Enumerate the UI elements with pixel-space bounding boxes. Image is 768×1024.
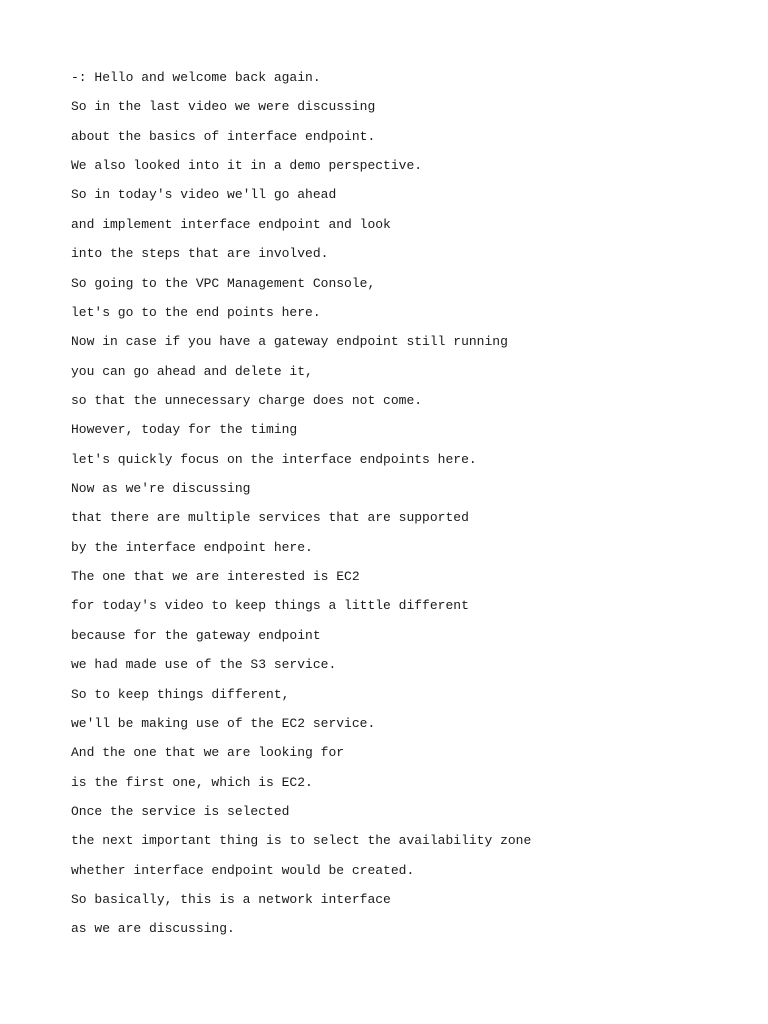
transcript-line: by the interface endpoint here.: [71, 539, 313, 555]
transcript-line: Now in case if you have a gateway endpoint still running: [71, 334, 508, 350]
transcript-line: So in the last video we were discussing: [71, 99, 376, 115]
transcript-line: so that the unnecessary charge does not come.: [71, 392, 423, 408]
transcript-line: We also looked into it in a demo perspective.: [71, 158, 423, 174]
transcript-line: let's go to the end points here.: [71, 304, 321, 320]
transcript-text: [71, 70, 731, 951]
transcript-line: So going to the VPC Management Console,: [71, 275, 376, 291]
transcript-line: However, today for the timing: [71, 422, 298, 438]
transcript-line: we had made use of the S3 service.: [71, 657, 337, 673]
transcript-line: that there are multiple services that are supported: [71, 510, 469, 526]
transcript-line: The one that we are interested is EC2: [71, 569, 360, 585]
transcript-line: let's quickly focus on the interface endpoints here.: [71, 451, 477, 467]
transcript-line: is the first one, which is EC2.: [71, 774, 313, 790]
transcript-line: we'll be making use of the EC2 service.: [71, 715, 376, 731]
transcript-line: So in today's video we'll go ahead: [71, 187, 337, 203]
transcript-line: into the steps that are involved.: [71, 246, 329, 262]
transcript-line: about the basics of interface endpoint.: [71, 128, 376, 144]
transcript-line: -: Hello and welcome back again.: [71, 70, 321, 85]
transcript-line: Once the service is selected: [71, 803, 290, 819]
transcript-line: So to keep things different,: [71, 686, 290, 702]
transcript-line: And the one that we are looking for: [71, 745, 345, 761]
transcript-line: for today's video to keep things a little different: [71, 598, 469, 614]
transcript-line: whether interface endpoint would be created.: [71, 862, 415, 878]
transcript-line: and implement interface endpoint and look: [71, 216, 391, 232]
transcript-line: Now as we're discussing: [71, 481, 251, 497]
transcript-line: So basically, this is a network interface: [71, 892, 391, 908]
transcript-line: the next important thing is to select the availability zone: [71, 833, 532, 849]
transcript-line: you can go ahead and delete it,: [71, 363, 313, 379]
transcript-line: as we are discussing.: [71, 921, 235, 937]
transcript-line: because for the gateway endpoint: [71, 627, 321, 643]
